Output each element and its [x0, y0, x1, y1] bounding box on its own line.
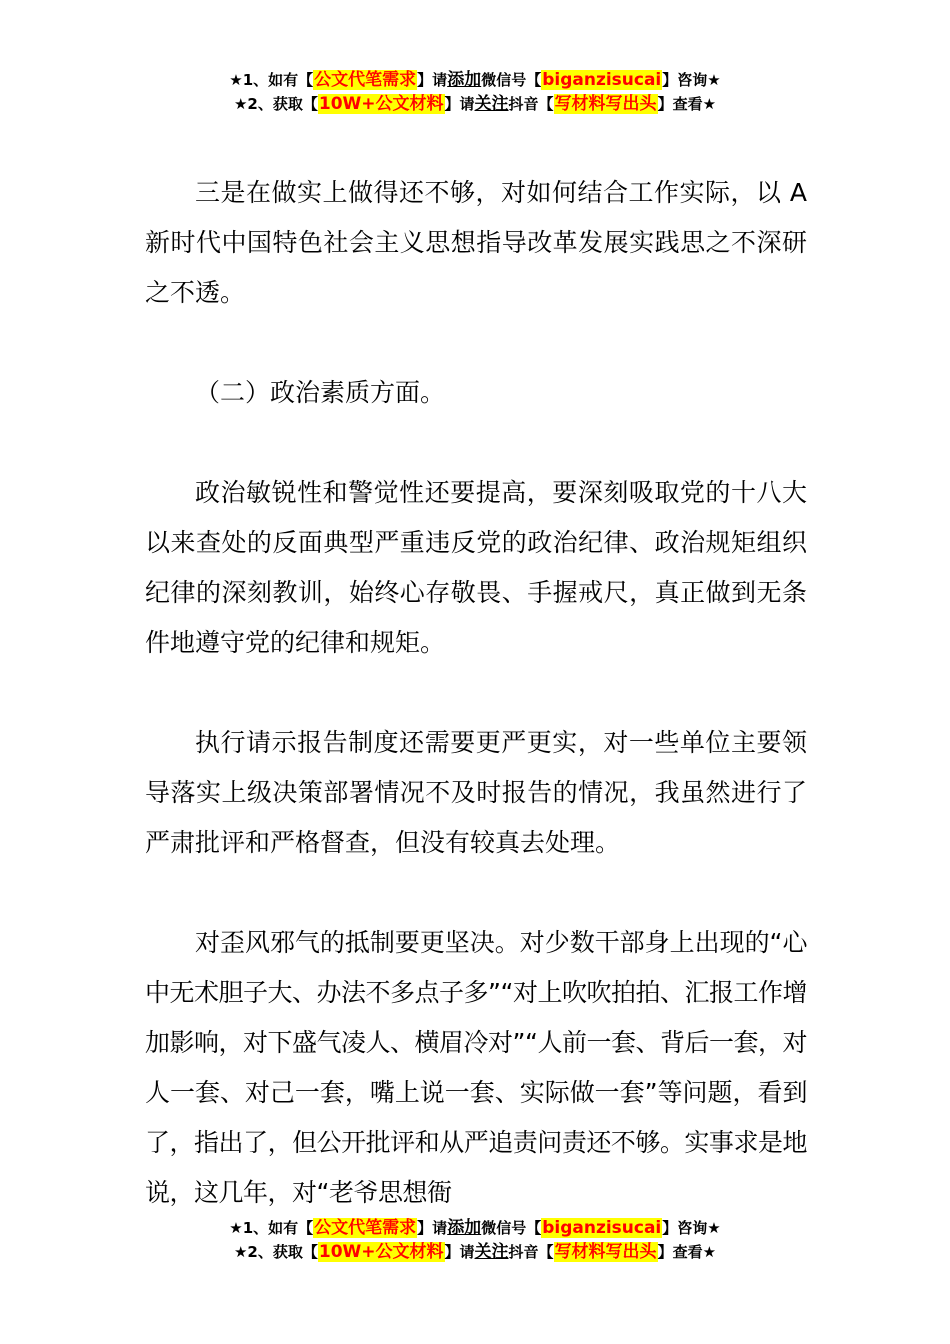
highlight-materials: 10W+公文材料	[318, 1242, 444, 1262]
underline-add: 添加	[447, 1218, 482, 1238]
paragraph: 执行请示报告制度还需要更严更实，对一些单位主要领导落实上级决策部署情况不及时报告的情况，我虽然进行了严肃批评和严格督查，但没有较真去处理。	[145, 728, 807, 857]
banner-line-1	[0, 68, 950, 92]
banner-line-2	[0, 92, 950, 116]
underline-add: 添加	[447, 70, 482, 90]
highlight-ghostwriting: 公文代笔需求	[314, 70, 417, 90]
banner-text: ★1、如有【	[229, 1219, 314, 1237]
paragraph: 对歪风邪气的抵制要更坚决。对少数干部身上出现的“心中无术胆子大、办法不多点子多”“对上吹吹拍拍、汇报工作增加影响，对下盛气凌人、横眉冷对”“人前一套、背后一套，对人一套、对己一套，嘴上说一套、实际做一套”等问题，看到了，指出了，但公开批评和从严追责问责还不够。实事求是地说，这几年，对“老爷思想衙	[145, 928, 807, 1207]
section-heading: （二）政治素质方面。	[195, 378, 446, 407]
banner-text: 】请	[417, 1219, 448, 1237]
banner-line-1	[0, 1216, 950, 1240]
banner-text: ★1、如有【	[229, 71, 314, 89]
banner-text: 】请	[444, 95, 475, 113]
top-banner	[0, 68, 950, 116]
paragraph-gap	[145, 668, 807, 718]
paragraph: 政治敏锐性和警觉性还要提高，要深刻吸取党的十八大以来查处的反面典型严重违反党的政治纪律、政治规矩组织纪律的深刻教训，始终心存敬畏、手握戒尺，真正做到无条件地遵守党的纪律和规矩。	[145, 478, 807, 657]
banner-text: 】请	[444, 1243, 475, 1261]
banner-text: 微信号【	[481, 1219, 542, 1237]
highlight-wechat-id: biganzisucai	[542, 1218, 662, 1238]
underline-follow: 关注	[474, 1242, 509, 1262]
document-body	[145, 168, 807, 1218]
paragraph-gap	[145, 418, 807, 468]
banner-text: 抖音【	[508, 95, 554, 113]
banner-text: ★2、获取【	[233, 95, 318, 113]
paragraph-gap	[145, 868, 807, 918]
highlight-materials: 10W+公文材料	[318, 94, 444, 114]
underline-follow: 关注	[474, 94, 509, 114]
bottom-banner	[0, 1216, 950, 1264]
banner-text: 抖音【	[508, 1243, 554, 1261]
banner-text: ★2、获取【	[233, 1243, 318, 1261]
banner-text: 】查看★	[657, 1243, 717, 1261]
banner-line-2	[0, 1240, 950, 1264]
highlight-douyin: 写材料写出头	[554, 94, 657, 114]
paragraph-gap	[145, 318, 807, 368]
highlight-ghostwriting: 公文代笔需求	[314, 1218, 417, 1238]
highlight-wechat-id: biganzisucai	[542, 70, 662, 90]
highlight-douyin: 写材料写出头	[554, 1242, 657, 1262]
banner-text: 】咨询★	[662, 71, 721, 89]
banner-text: 】请	[417, 71, 448, 89]
banner-text: 】咨询★	[662, 1219, 721, 1237]
banner-text: 】查看★	[657, 95, 717, 113]
banner-text: 微信号【	[481, 71, 542, 89]
paragraph: 三是在做实上做得还不够，对如何结合工作实际，以 A 新时代中国特色社会主义思想指导改革发展实践思之不深研之不透。	[145, 178, 807, 307]
